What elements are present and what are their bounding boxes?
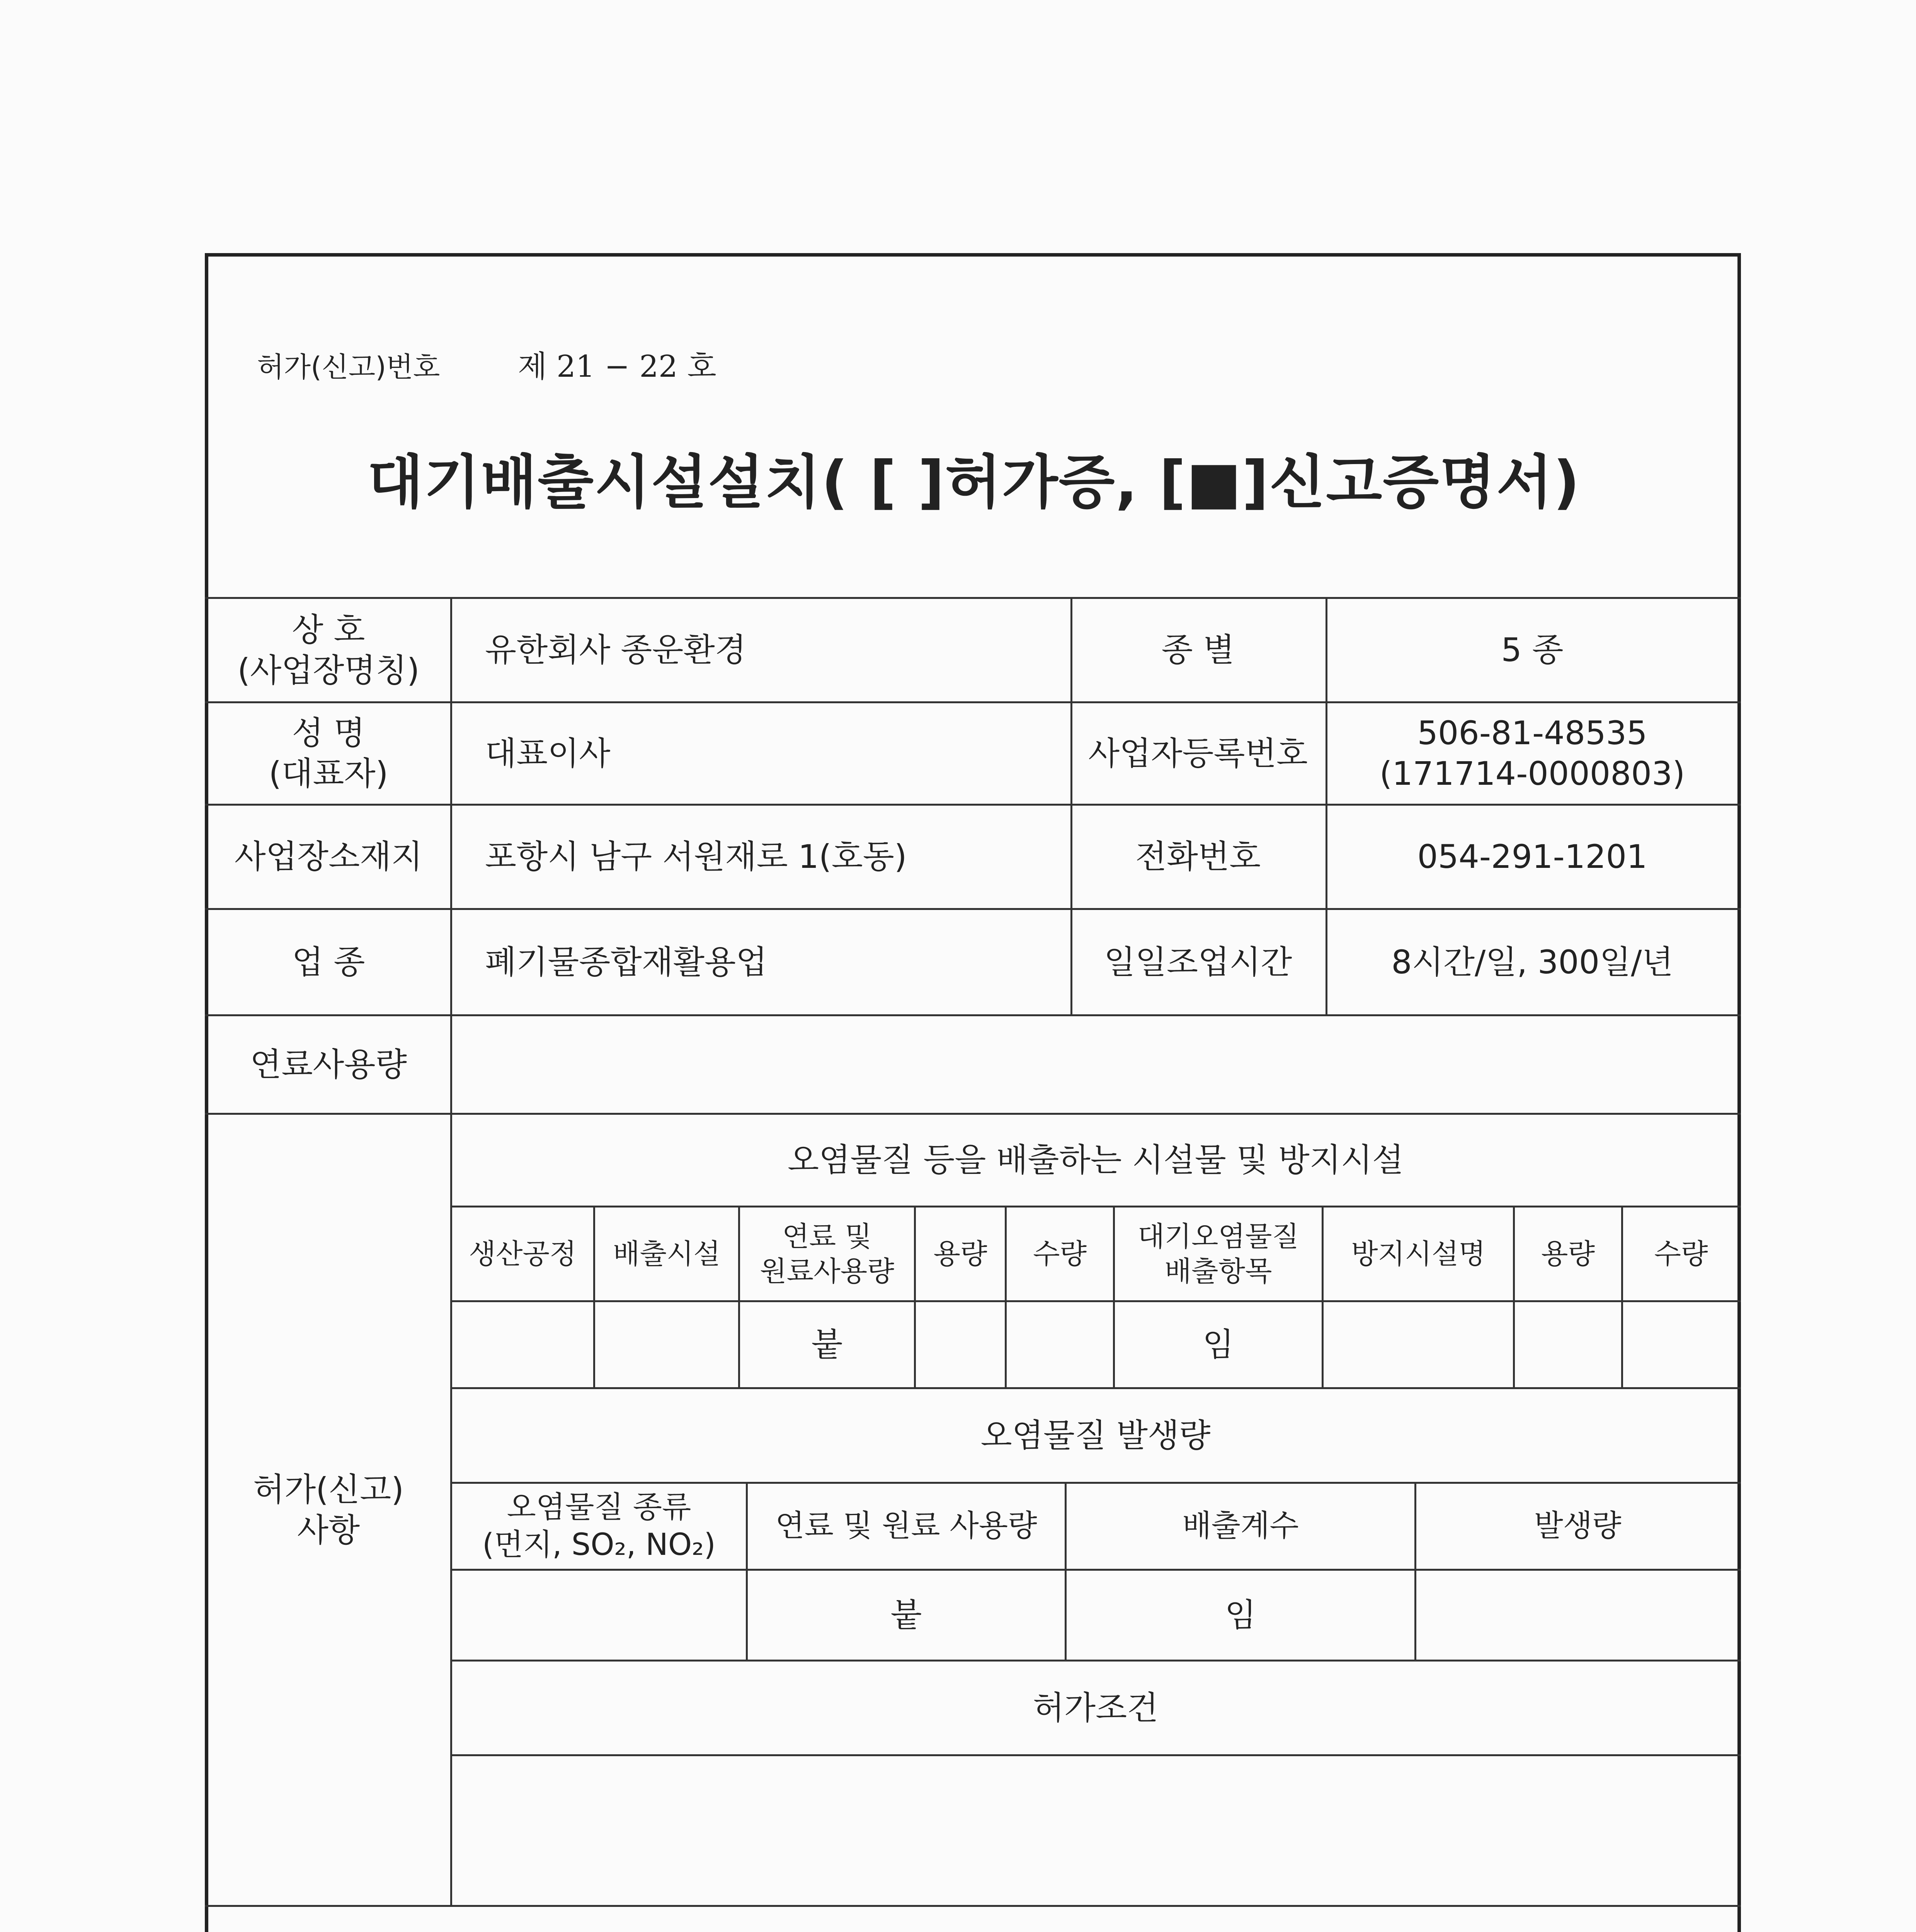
address-label: 사업장소재지: [234, 838, 423, 876]
document-title: 대기배출시설설치( [ ]허가증, [■]신고증명서): [367, 449, 1581, 517]
operating-hours-value: 8시간/일, 300일/년: [1391, 943, 1673, 981]
facilities-heading: 오염물질 등을 배출하는 시설물 및 방지시설: [787, 1141, 1404, 1179]
industry-label: 업 종: [292, 943, 365, 981]
col-quantity: 수량: [1033, 1238, 1087, 1270]
col-pollutant-type: 오염물질 종류 (먼지, SO₂, NO₂): [482, 1490, 716, 1562]
business-number-label: 사업자등록번호: [1088, 734, 1308, 772]
legal-statement: [232, 1928, 1716, 1932]
representative-label: 성 명 (대표자): [269, 714, 388, 793]
col-air-pollutant-items: 대기오염물질 배출항목: [1137, 1220, 1299, 1287]
operating-hours-label: 일일조업시간: [1104, 943, 1292, 981]
col-emission-factor: 배출계수: [1182, 1509, 1299, 1544]
fuel-usage-label: 연료사용량: [250, 1045, 407, 1083]
company-label: 상 호 (사업장명칭): [237, 611, 420, 689]
facilities-attach-left: 붙: [811, 1325, 843, 1364]
col-fuel-usage: 연료 및 원료사용량: [760, 1220, 894, 1287]
representative-value: 대표이사: [485, 734, 611, 772]
business-number-value: 506-81-48535 (171714-0000803): [1379, 714, 1685, 793]
col-prevention-quantity: 수량: [1654, 1238, 1708, 1270]
col-capacity: 용량: [933, 1238, 987, 1270]
industry-value: 폐기물종합재활용업: [485, 943, 767, 981]
permit-number-label: 허가(신고)번호: [257, 351, 440, 383]
col-prevention-facility: 방지시설명: [1351, 1238, 1485, 1270]
emissions-attach-right: 임: [1225, 1596, 1256, 1634]
emissions-attach-left: 붙: [890, 1596, 922, 1634]
phone-value: 054-291-1201: [1417, 838, 1647, 876]
col-production-process: 생산공정: [469, 1238, 577, 1270]
class-label: 종 별: [1161, 631, 1235, 669]
conditions-heading: 허가조건: [1033, 1689, 1159, 1727]
company-value: 유한회사 종운환경: [485, 631, 746, 669]
emissions-heading: 오염물질 발생량: [980, 1416, 1211, 1454]
facilities-attach-right: 임: [1202, 1325, 1234, 1364]
permit-number-value: 제 21 − 22 호: [518, 349, 716, 384]
phone-label: 전화번호: [1135, 838, 1261, 876]
col-emission-facility: 배출시설: [613, 1238, 721, 1270]
permit-items-label: 허가(신고) 사항: [253, 1470, 404, 1549]
col-emission-amount: 발생량: [1534, 1509, 1622, 1544]
address-value: 포항시 남구 서원재로 1(호동): [485, 838, 907, 876]
col-prevention-capacity: 용량: [1541, 1238, 1595, 1270]
class-value: 5 종: [1501, 631, 1564, 669]
col-fuel-material-usage: 연료 및 원료 사용량: [775, 1509, 1037, 1544]
